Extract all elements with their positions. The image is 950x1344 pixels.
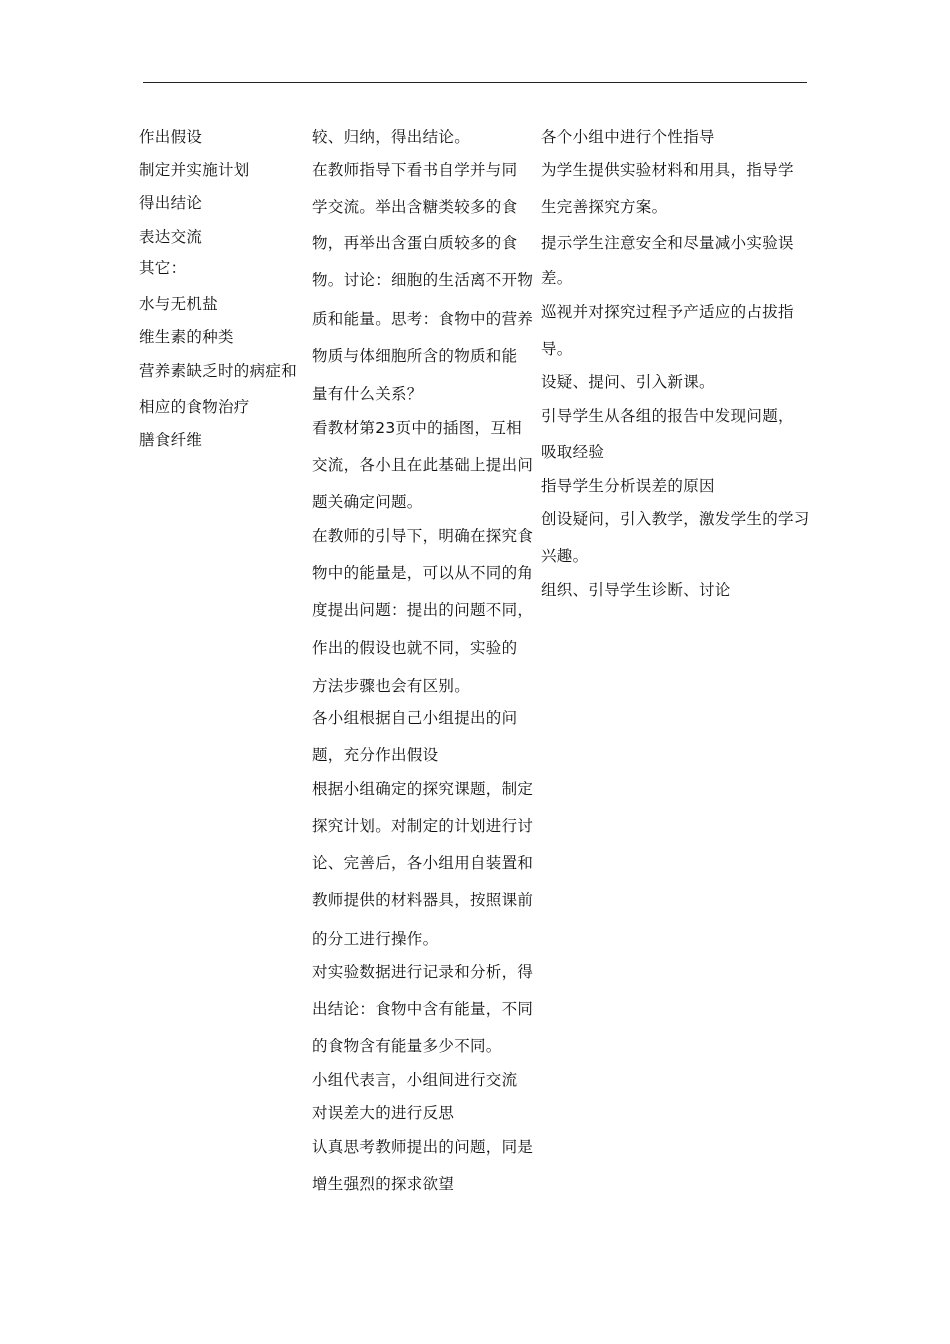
activity-line: 小组代表言，小组间进行交流 [312, 1071, 518, 1089]
activity-line: 在教师指导下看书自学并与同 [312, 161, 518, 179]
stage-item: 作出假设 [139, 128, 203, 146]
stage-item: 水与无机盐 [139, 295, 219, 313]
stage-item: 得出结论 [139, 194, 203, 212]
teacher-line: 组织、引导学生诊断、讨论 [541, 581, 731, 599]
activity-line: 在教师的引导下，明确在探究食 [312, 527, 534, 545]
activity-line: 探究计划。对制定的计划进行讨 [312, 817, 534, 835]
activity-line: 作出的假设也就不同，实验的 [312, 639, 518, 657]
teacher-line: 创设疑问，引入教学，激发学生的学习 [541, 510, 810, 528]
header-rule [143, 82, 807, 83]
activity-line: 交流，各小且在此基础上提出问 [312, 456, 534, 474]
activity-line: 根据小组确定的探究课题，制定 [312, 780, 534, 798]
stage-item: 维生素的种类 [139, 328, 234, 346]
activity-line: 的食物含有能量多少不同。 [312, 1037, 502, 1055]
activity-line: 教师提供的材料器具，按照课前 [312, 891, 534, 909]
activity-line: 物中的能量是，可以从不同的角 [312, 564, 534, 582]
teacher-line: 各个小组中进行个性指导 [541, 128, 715, 146]
teacher-line: 巡视并对探究过程予产适应的占拔指 [541, 303, 794, 321]
stage-item: 营养素缺乏时的病症和 [139, 362, 298, 380]
teacher-line: 导。 [541, 340, 573, 358]
activity-line: 题关确定问题。 [312, 493, 423, 511]
stage-item: 其它： [139, 259, 187, 277]
activity-line: 物。讨论：细胞的生活离不开物 [312, 271, 534, 289]
activity-line: 增生强烈的探求欲望 [312, 1175, 455, 1193]
stage-item: 相应的食物治疗 [139, 398, 250, 416]
teacher-line: 提示学生注意安全和尽量减小实验误 [541, 234, 794, 252]
teacher-line: 兴趣。 [541, 547, 589, 565]
teacher-line: 差。 [541, 269, 573, 287]
activity-line: 论、完善后，各小组用自装置和 [312, 854, 534, 872]
activity-line: 对实验数据进行记录和分析，得 [312, 963, 534, 981]
activity-line: 物，再举出含蛋白质较多的食 [312, 234, 518, 252]
activity-line: 质和能量。思考：食物中的营养 [312, 310, 534, 328]
teacher-line: 引导学生从各组的报告中发现问题， [541, 407, 794, 425]
activity-line: 学交流。举出含糖类较多的食 [312, 198, 518, 216]
activity-line: 较、归纳，得出结论。 [312, 128, 471, 146]
activity-line: 对误差大的进行反思 [312, 1104, 455, 1122]
teacher-line: 指导学生分析误差的原因 [541, 477, 715, 495]
activity-line: 认真思考教师提出的问题，同是 [312, 1138, 534, 1156]
stage-item: 制定并实施计划 [139, 161, 250, 179]
activity-line: 方法步骤也会有区别。 [312, 677, 471, 695]
activity-line: 出结论：食物中含有能量，不同 [312, 1000, 534, 1018]
stage-item: 膳食纤维 [139, 431, 203, 449]
activity-line: 题，充分作出假设 [312, 746, 439, 764]
teacher-line: 生完善探究方案。 [541, 198, 668, 216]
teacher-line: 设疑、提问、引入新课。 [541, 373, 715, 391]
teacher-line: 吸取经验 [541, 443, 605, 461]
activity-line: 量有什么关系？ [312, 385, 423, 403]
activity-line: 看教材第23页中的插图，互相 [312, 419, 522, 437]
teacher-line: 为学生提供实验材料和用具，指导学 [541, 161, 794, 179]
activity-line: 各小组根据自己小组提出的问 [312, 709, 518, 727]
activity-line: 度提出问题：提出的问题不同， [312, 601, 534, 619]
activity-line: 的分工进行操作。 [312, 930, 439, 948]
stage-item: 表达交流 [139, 228, 203, 246]
activity-line: 物质与体细胞所含的物质和能 [312, 347, 518, 365]
